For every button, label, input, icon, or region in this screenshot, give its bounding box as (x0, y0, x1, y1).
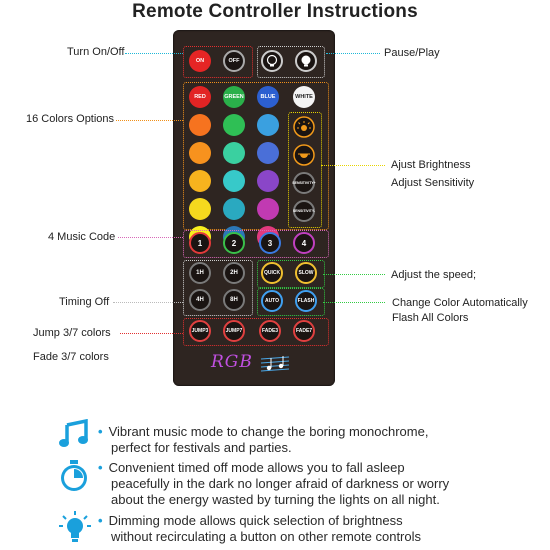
music-code-label: 4 Music Code (48, 231, 116, 243)
music-note-icon (58, 419, 90, 449)
sensitivity-up-button[interactable]: SENSITIVITY+ (293, 172, 315, 194)
white-button[interactable]: WHITE (293, 86, 315, 108)
auto-button[interactable]: AUTO (261, 290, 283, 312)
flash-all-label: Flash All Colors (392, 312, 469, 324)
green-button[interactable]: GREEN (223, 86, 245, 108)
sensitivity-down-button[interactable]: SENSITIVITY- (293, 200, 315, 222)
turn-on-off-label: Turn On/Off (67, 46, 125, 58)
sun-down-icon (293, 144, 315, 166)
play-button[interactable] (295, 50, 317, 72)
ajust-brightness-label: Ajust Brightness (391, 159, 471, 171)
feature-music-line-1: Vibrant music mode to change the boring monochrome, (108, 424, 429, 439)
quick-button[interactable]: QUICK (261, 262, 283, 284)
turn-on-off-line (125, 53, 183, 54)
feature-timer-line-2: peacefully in the dark no longer afraid of darkness or worry (111, 476, 450, 491)
red-button[interactable]: RED (189, 86, 211, 108)
color-button-r1-c1[interactable] (189, 114, 211, 136)
color-button-r4-c1[interactable] (189, 198, 211, 220)
timer-1h-button[interactable]: 1H (189, 262, 211, 284)
page-title: Remote Controller Instructions (132, 1, 418, 22)
music-3-button[interactable]: 3 (259, 232, 281, 254)
brightness-up-button[interactable] (293, 116, 315, 138)
color-button-r3-c2[interactable] (223, 170, 245, 192)
timing-off-line (113, 302, 183, 303)
pause-play-line (326, 53, 380, 54)
jump-line (120, 333, 183, 334)
colors-line (116, 120, 183, 121)
fade-label: Fade 3/7 colors (33, 351, 109, 363)
change-color-line (323, 302, 385, 303)
slow-button[interactable]: SLOW (295, 262, 317, 284)
music-logo-icon (259, 354, 291, 374)
fade7-button[interactable]: FADE7 (293, 320, 315, 342)
pause-play-label: Pause/Play (384, 47, 440, 59)
sun-up-icon (293, 116, 315, 138)
timer-icon (58, 459, 90, 493)
feature-timer-line-1: Convenient timed off mode allows you to fall asleep (108, 460, 405, 475)
brightness-down-button[interactable] (293, 144, 315, 166)
adjust-sensitivity-label: Adjust Sensitivity (391, 177, 475, 189)
music-1-button[interactable]: 1 (189, 232, 211, 254)
brightness-line (321, 165, 385, 166)
feature-dimming: • Dimming mode allows quick selection of brightness without recirculating a button on other remote controls (98, 513, 422, 544)
rgb-logo: RGB (211, 352, 253, 372)
blue-button[interactable]: BLUE (257, 86, 279, 108)
jump-label: Jump 3/7 colors (33, 327, 111, 339)
color-button-r3-c1[interactable] (189, 170, 211, 192)
color-button-r3-c3[interactable] (257, 170, 279, 192)
color-button-r1-c3[interactable] (257, 114, 279, 136)
timer-4h-button[interactable]: 4H (189, 289, 211, 311)
pause-button[interactable] (261, 50, 283, 72)
speed-line (323, 274, 385, 275)
on-button[interactable]: ON (189, 50, 211, 72)
music-4-button[interactable]: 4 (293, 232, 315, 254)
off-button[interactable]: OFF (223, 50, 245, 72)
color-button-r4-c3[interactable] (257, 198, 279, 220)
jump3-button[interactable]: JUMP3 (189, 320, 211, 342)
jump7-button[interactable]: JUMP7 (223, 320, 245, 342)
music-code-line (118, 237, 183, 238)
color-button-r1-c2[interactable] (223, 114, 245, 136)
bulb-pause-icon (263, 52, 281, 70)
color-button-r2-c3[interactable] (257, 142, 279, 164)
bulb-icon (58, 510, 92, 544)
adjust-speed-label: Adjust the speed; (391, 269, 477, 281)
timing-off-label: Timing Off (59, 296, 110, 308)
feature-timer-line-3: about the energy wasted by turning the lights on all night. (111, 492, 440, 507)
feature-dimming-line-2: without recirculating a button on other remote controls (111, 529, 422, 544)
change-color-label: Change Color Automatically (392, 297, 528, 309)
music-2-button[interactable]: 2 (223, 232, 245, 254)
bulb-play-icon (297, 52, 315, 70)
color-button-r2-c1[interactable] (189, 142, 211, 164)
timer-8h-button[interactable]: 8H (223, 289, 245, 311)
remote-controller (173, 30, 335, 386)
color-button-r2-c2[interactable] (223, 142, 245, 164)
feature-music-line-2: perfect for festivals and parties. (111, 440, 292, 455)
feature-timer: • Convenient timed off mode allows you to fall asleep peacefully in the dark no longer afraid of darkness or worry about the energy wasted by turning the lights on all night. (98, 460, 450, 507)
color-button-r4-c2[interactable] (223, 198, 245, 220)
feature-music: • Vibrant music mode to change the boring monochrome, perfect for festivals and parties. (98, 424, 429, 455)
feature-dimming-line-1: Dimming mode allows quick selection of brightness (108, 513, 403, 528)
timer-2h-button[interactable]: 2H (223, 262, 245, 284)
flash-button[interactable]: FLASH (295, 290, 317, 312)
colors-label: 16 Colors Options (26, 113, 115, 125)
fade3-button[interactable]: FADE3 (259, 320, 281, 342)
